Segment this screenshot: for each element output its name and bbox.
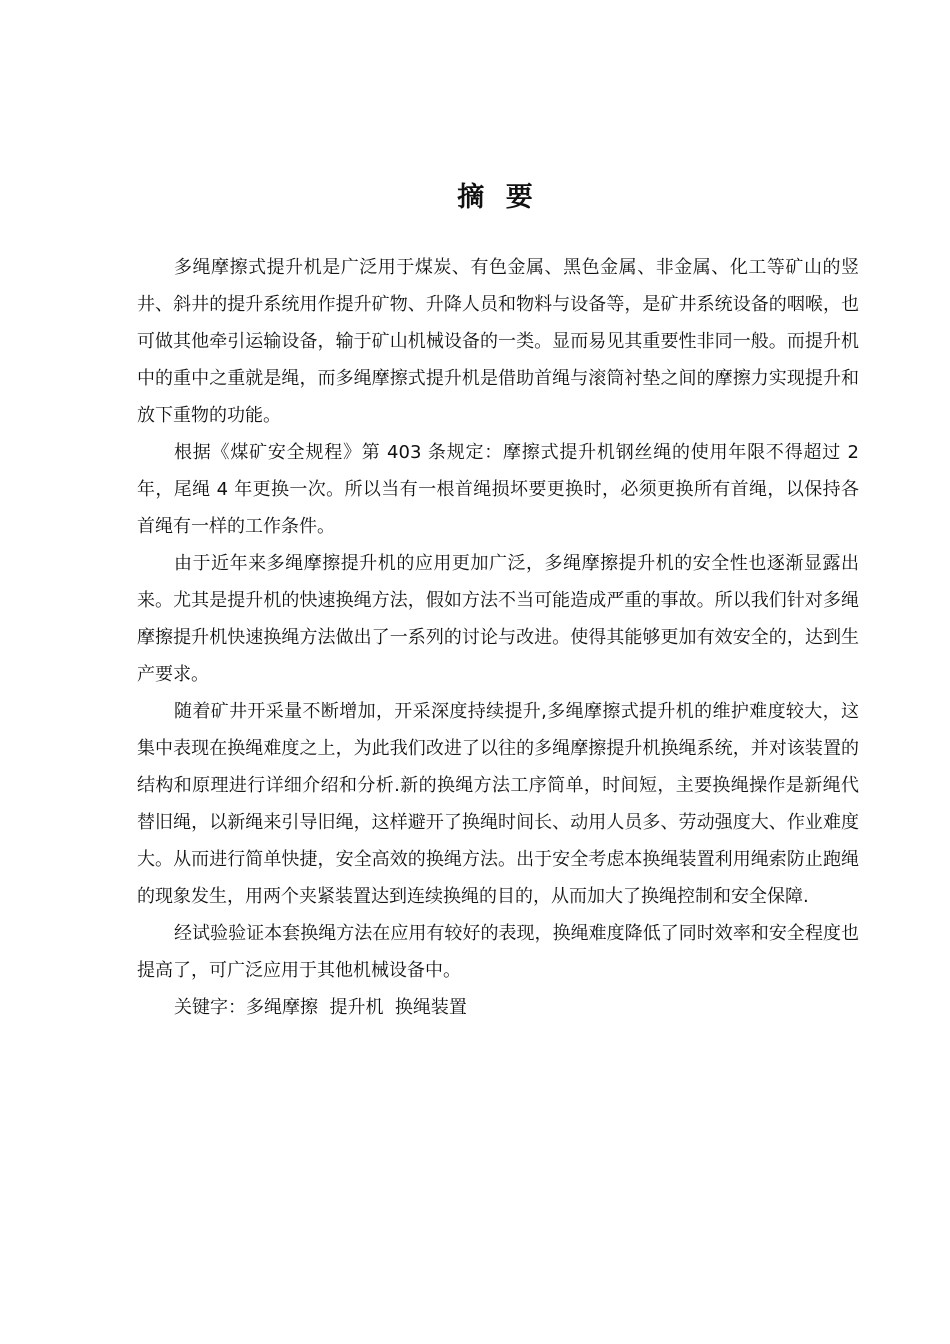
abstract-paragraph-4: 随着矿井开采量不断增加，开采深度持续提升,多绳摩擦式提升机的维护难度较大，这集中表现在换绳难度之上，为此我们改进了以往的多绳摩擦提升机换绳系统，并对该装置的结构和原理进行详细介绍和分析.新的换绳方法工序简单，时间短，主要换绳操作是新绳代替旧绳，以新绳来引导旧绳，这样避开了换绳时间长、动用人员多、劳动强度大、作业难度大。从而进行简单快捷，安全高效的换绳方法。出于安全考虑本换绳装置利用绳索防止跑绳的现象发生，用两个夹紧装置达到连续换绳的目的，从而加大了换绳控制和安全保障. bbox=[137, 701, 859, 907]
page-title: 摘 要 bbox=[457, 182, 539, 213]
abstract-paragraph-3: 由于近年来多绳摩擦提升机的应用更加广泛，多绳摩擦提升机的安全性也逐渐显露出来。尤其是提升机的快速换绳方法，假如方法不当可能造成严重的事故。所以我们针对多绳摩擦提升机快速换绳方法做出了一系列的讨论与改进。使得其能够更加有效安全的，达到生产要求。 bbox=[137, 553, 859, 685]
abstract-paragraph-2: 根据《煤矿安全规程》第 403 条规定：摩擦式提升机钢丝绳的使用年限不得超过 2 年，尾绳 4 年更换一次。所以当有一根首绳损坏要更换时，必须更换所有首绳，以保持各首绳有一样的工作条件。 bbox=[137, 442, 859, 537]
abstract-paragraph-1: 多绳摩擦式提升机是广泛用于煤炭、有色金属、黑色金属、非金属、化工等矿山的竖井、斜井的提升系统用作提升矿物、升降人员和物料与设备等，是矿井系统设备的咽喉，也可做其他牵引运输设备，输于矿山机械设备的一类。显而易见其重要性非同一般。而提升机中的重中之重就是绳，而多绳摩擦式提升机是借助首绳与滚筒衬垫之间的摩擦力实现提升和放下重物的功能。 bbox=[137, 257, 859, 426]
abstract-paragraph-5: 经试验验证本套换绳方法在应用有较好的表现，换绳难度降低了同时效率和安全程度也提高了，可广泛应用于其他机械设备中。 bbox=[137, 923, 859, 981]
abstract-body bbox=[137, 249, 859, 1026]
keywords-line: 关键字：多绳摩擦 提升机 换绳装置 bbox=[174, 997, 467, 1018]
